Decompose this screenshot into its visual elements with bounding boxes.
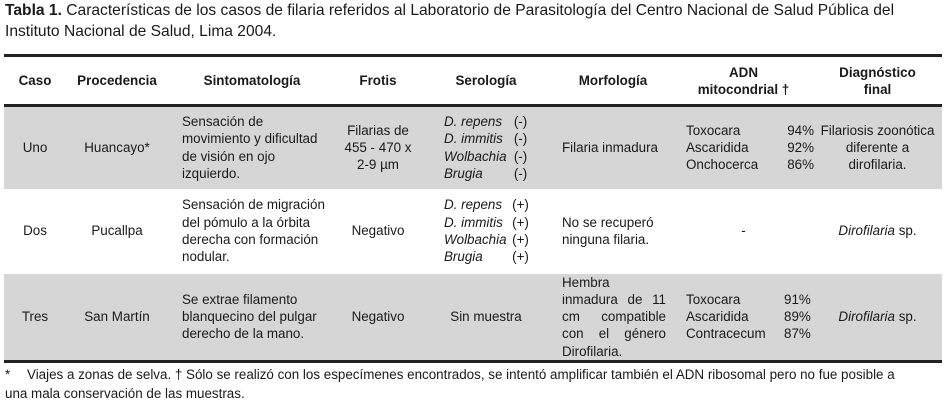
- serology-result: (+): [512, 232, 529, 247]
- serology-name: D. immitis: [444, 214, 503, 230]
- header-frotis: Frotis: [359, 73, 397, 88]
- cell-caso: Dos: [23, 223, 47, 239]
- cell-adn: [674, 106, 813, 189]
- adn-pct: 87%: [784, 326, 811, 342]
- serology-name: Wolbachia: [444, 232, 507, 247]
- adn-pct: 89%: [784, 309, 811, 325]
- cell-frotis: Negativo: [351, 309, 405, 325]
- adn-name: Contracecum: [686, 326, 766, 342]
- serology-result: (+): [512, 197, 529, 213]
- adn-name: Ascaridida: [686, 309, 749, 325]
- serology-result: (-): [513, 131, 528, 147]
- serology-list: [424, 196, 548, 265]
- serology-result: (-): [513, 114, 528, 130]
- serology-name: D. immitis: [444, 131, 503, 147]
- footnote-text: Viajes a zonas de selva. † Sólo se realizó con los especímenes encontrados, se intentó amplificar también el ADN ribosomal pero no fue posible a: [27, 367, 895, 382]
- cell-frotis: Negativo: [351, 223, 405, 239]
- adn-name: Toxocara: [686, 122, 741, 138]
- adn-pct: 92%: [787, 140, 814, 156]
- table-header-row: [4, 56, 942, 106]
- table-footnote: [5, 365, 941, 401]
- table-row: [4, 189, 942, 274]
- caption-text: Características de los casos de filaria referidos al Laboratorio de Parasitología del Centro Nacional de Salud Pública del Instituto Nacional de Salud, Lima 2004.: [5, 2, 895, 40]
- cell-sintomatologia: Se extrae filamento blanquecino del pulgar derecho de la mano.: [182, 291, 317, 342]
- serology-name: Wolbachia: [444, 148, 507, 164]
- header-sintomatologia: Sintomatología: [203, 73, 301, 88]
- cell-serologia: Sin muestra: [450, 309, 522, 325]
- cell-sintomatologia: Sensación de movimiento y dificultad de visión en ojo izquierdo.: [182, 114, 318, 182]
- header-morfologia: Morfología: [578, 73, 648, 88]
- cell-caso: Tres: [21, 309, 49, 325]
- serology-name: D. repens: [444, 197, 503, 213]
- cases-table: [4, 54, 942, 363]
- footnote-mark: *: [5, 367, 11, 382]
- serology-result: (+): [512, 249, 529, 265]
- cell-sintomatologia: Sensación de migración del pómulo a la órbita derecha con formación nodular.: [182, 197, 325, 265]
- serology-name: Brugia: [444, 166, 483, 182]
- adn-list: [686, 122, 814, 174]
- cell-frotis: Filarias de 455 - 470 x 2-9 µm: [344, 122, 412, 173]
- diagnostico-suffix: sp.: [894, 309, 917, 325]
- table-row: [4, 274, 942, 362]
- adn-name: Toxocara: [686, 291, 741, 307]
- header-adn: [674, 56, 813, 106]
- cell-morfologia: Filaria inmadura: [562, 140, 659, 156]
- cell-morfologia: No se recuperó ninguna filaria.: [562, 214, 654, 247]
- adn-pct: 94%: [787, 122, 814, 138]
- header-adn-line2: mitocondrial †: [697, 81, 790, 97]
- cell-procedencia: San Martín: [84, 309, 150, 325]
- cell-diagnostico: [813, 189, 942, 274]
- serology-result: (-): [513, 166, 528, 182]
- cell-procedencia: Pucallpa: [91, 223, 143, 239]
- header-diag-line2: final: [863, 81, 892, 97]
- cell-adn: [674, 274, 813, 362]
- header-procedencia: Procedencia: [77, 73, 157, 88]
- diagnostico-genus: Dirofilaria: [838, 309, 895, 325]
- serology-result: (-): [513, 148, 528, 164]
- table-row: [4, 106, 942, 189]
- serology-result: (+): [512, 214, 529, 230]
- cell-morfologia: Hembra inmadura de 11 cm compatible con el género Dirofilaria.: [562, 274, 666, 359]
- cell-serologia: [420, 189, 552, 274]
- cell-diagnostico: [813, 274, 942, 362]
- diagnostico-suffix: sp.: [894, 223, 917, 239]
- adn-pct: 91%: [784, 291, 811, 307]
- header-serologia: Serología: [455, 73, 517, 88]
- adn-name: Ascaridida: [686, 140, 749, 156]
- cell-adn: -: [741, 223, 746, 239]
- serology-list: [424, 113, 548, 182]
- cell-caso: Uno: [22, 140, 48, 156]
- adn-list: [686, 291, 809, 343]
- header-diag-line1: Diagnóstico: [839, 64, 916, 80]
- serology-name: Brugia: [444, 249, 483, 265]
- cell-procedencia: Huancayo*: [84, 140, 150, 156]
- table-caption: [5, 0, 941, 42]
- cell-diagnostico: Filariosis zoonótica diferente a dirofilaria.: [820, 122, 935, 173]
- header-diagnostico: [813, 56, 942, 106]
- header-adn-line1: ADN: [728, 64, 758, 80]
- cell-serologia: [420, 106, 552, 189]
- footnote-text-continued: una mala conservación de las muestras.: [5, 386, 245, 401]
- header-caso: Caso: [18, 73, 52, 88]
- serology-name: D. repens: [444, 114, 503, 130]
- adn-name: Onchocerca: [686, 157, 759, 173]
- diagnostico-genus: Dirofilaria: [838, 223, 895, 239]
- caption-label: Tabla 1.: [5, 2, 62, 19]
- adn-pct: 86%: [787, 157, 814, 173]
